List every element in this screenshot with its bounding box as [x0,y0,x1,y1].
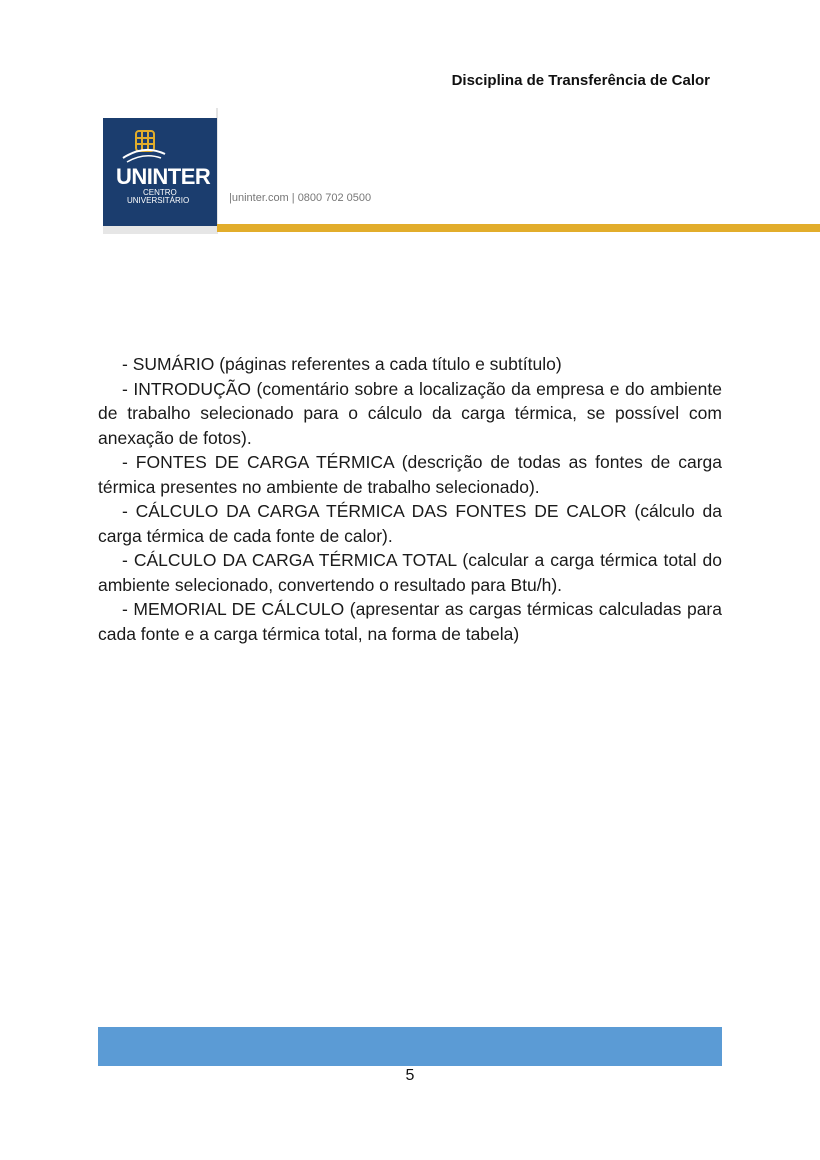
list-item: - CÁLCULO DA CARGA TÉRMICA TOTAL (calcular a carga térmica total do ambiente selecionado, convertendo o resultado para Btu/h). [98,550,722,595]
document-header-title: Disciplina de Transferência de Calor [451,72,710,89]
logo-wordmark: UNINTER [116,164,211,189]
list-item: - INTRODUÇÃO (comentário sobre a localização da empresa e do ambiente de trabalho selecionado para o cálculo da carga térmica, se possível com anexação de fotos). [98,378,722,448]
document-body [98,352,722,646]
list-item: - FONTES DE CARGA TÉRMICA (descrição de todas as fontes de carga térmica presentes no ambiente de trabalho selecionado). [98,452,722,497]
logo-shadow [103,226,218,234]
uninter-logo [103,118,217,226]
header-accent-bar [217,224,820,232]
footer-bar [98,1027,722,1066]
page-number: 5 [405,1067,415,1084]
list-item: - CÁLCULO DA CARGA TÉRMICA DAS FONTES DE CALOR (cálculo da carga térmica de cada fonte de calor). [98,501,722,546]
logo-subtitle-line1: CENTRO [143,188,177,197]
list-item: - MEMORIAL DE CÁLCULO (apresentar as cargas térmicas calculadas para cada fonte e a carga térmica total, na forma de tabela) [98,599,722,644]
logo-subtitle-line2: UNIVERSITÁRIO [127,196,190,205]
contact-info: |uninter.com | 0800 702 0500 [229,192,372,204]
list-item: - SUMÁRIO (páginas referentes a cada título e subtítulo) [122,354,562,374]
